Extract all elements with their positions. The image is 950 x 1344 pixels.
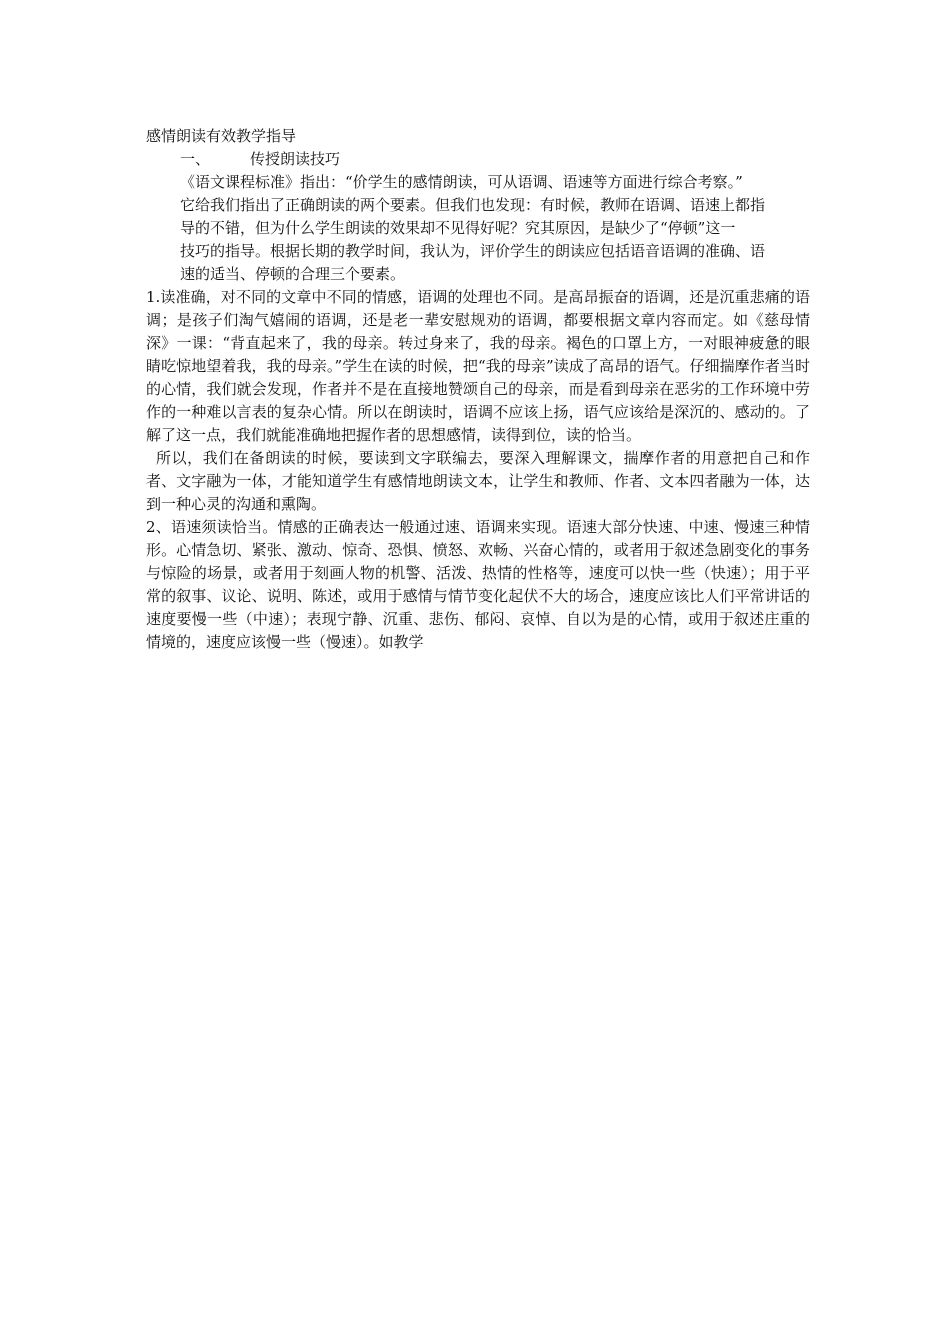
section-title: 传授朗读技巧 [250, 150, 341, 168]
section-number: 一、 [180, 150, 211, 168]
paragraph-speed: 2、语速须读恰当。情感的正确表达一般通过速、语调来实现。语速大部分快速、中速、慢速三种情形。心情急切、紧张、激动、惊奇、恐惧、愤怒、欢畅、兴奋心情的，或者用于叙述急剧变化的事务与惊险的场景，或者用于刻画人物的机警、活泼、热情的性格等，速度可以快一些（快速）；用于平常的叙事、议论、说明、陈述，或用于感情与情节变化起伏不大的场合，速度应该比人们平常讲话的速度要慢一些（中速）；表现宁静、沉重、悲伤、郁闷、哀悼、自以为是的心情，或用于叙述庄重的情境的，速度应该慢一些（慢速）。如教学 [146, 518, 810, 651]
intro-line: 它给我们指出了正确朗读的两个要素。但我们也发现：有时候，教师在语调、语速上都指 [180, 196, 766, 214]
document-title: 感情朗读有效教学指导 [146, 127, 297, 145]
paragraph-intonation: 1.读准确，对不同的文章中不同的情感，语调的处理也不同。是高昂振奋的语调，还是沉重悲痛的语调；是孩子们淘气嬉闹的语调，还是老一辈安慰规劝的语调，都要根据文章内容而定。如《慈母情深》一课：“背直起来了，我的母亲。转过身来了，我的母亲。褐色的口罩上方，一对眼神疲惫的眼睛吃惊地望着我，我的母亲。”学生在读的时候，把“我的母亲”读成了高昂的语气。仔细揣摩作者当时的心情，我们就会发现，作者并不是在直接地赞颂自己的母亲，而是看到母亲在恶劣的工作环境中劳作的一种难以言表的复杂心情。所以在朗读时，语调不应该上扬，语气应该给是深沉的、感动的。了解了这一点，我们就能准确地把握作者的思想感情，读得到位，读的恰当。 [146, 288, 810, 444]
intro-block [146, 171, 810, 286]
intro-line: 技巧的指导。根据长期的教学时间，我认为，评价学生的朗读应包括语音语调的准确、语 [180, 242, 766, 260]
intro-line: 《语文课程标准》指出：“价学生的感情朗读，可从语调、语速等方面进行综合考察。” [180, 173, 743, 191]
section-heading [146, 148, 810, 171]
document-body [146, 125, 810, 654]
intro-line: 导的不错，但为什么学生朗读的效果却不见得好呢？究其原因，是缺少了“停顿”这一 [180, 219, 736, 237]
paragraph-summary: 所以，我们在备朗读的时候，要读到文字联编去，要深入理解课文，揣摩作者的用意把自己和作者、文字融为一体，才能知道学生有感情地朗读文本，让学生和教师、作者、文本四者融为一体，达到一种心灵的沟通和熏陶。 [146, 449, 810, 513]
intro-line: 速的适当、停顿的合理三个要素。 [180, 265, 406, 283]
